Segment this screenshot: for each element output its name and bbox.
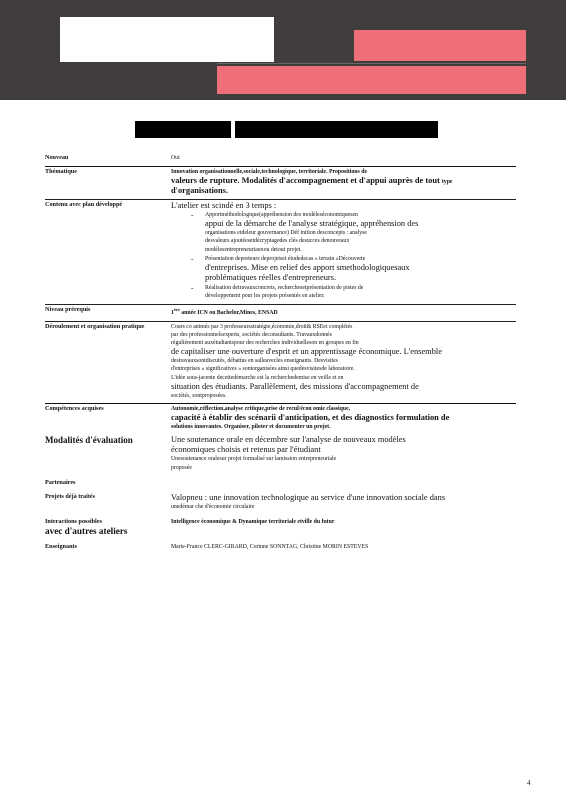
interactions-label-line: avec d'autres ateliers: [45, 526, 128, 537]
title-block: [354, 30, 526, 61]
contenu-line: problématiques réelles d'entrepreneurs.: [205, 273, 337, 283]
header-band: [0, 0, 566, 100]
value-partenaires: [171, 479, 516, 488]
value-thematique: [171, 168, 516, 196]
contenu-list: [171, 211, 516, 300]
competences-line: solutions innovantes. Organiser, piloter et documenter un projet.: [171, 424, 331, 431]
deroulement-line: sociétés, sontproposées.: [171, 392, 227, 399]
modalites-line: Unesoutenance oralesur projet formalisé sur lamission entrepreneuriale: [171, 456, 337, 463]
subtitle-band: [217, 66, 526, 94]
value-contenu: [171, 201, 516, 301]
row-niveau: [45, 304, 516, 320]
label-thematique: Thématique: [45, 167, 77, 175]
contenu-line: d'entreprises. Mise en relief des apport smethodologiquesaux: [205, 263, 410, 273]
value-projets: [171, 493, 516, 511]
label-projets: Projets déjà traités: [45, 493, 96, 501]
thematique-text: type: [441, 178, 453, 185]
contenu-intro: L'atelier est scindé en 3 temps :: [171, 201, 277, 210]
niveau-sup: ère: [173, 307, 180, 313]
niveau-text: 1: [171, 310, 174, 317]
value-competences: [171, 405, 516, 431]
workshop-table: [45, 153, 516, 554]
thematique-line: Innovation organisationnelle,sociale,technologique, territoriale. Propositions de: [171, 168, 368, 175]
projets-line: Valopneu : une innovation technologique au service d'une innovation sociale dans: [171, 493, 446, 503]
thematique-text: valeurs de rupture. Modalités d'accompagnement et d'appui auprès de tout: [171, 175, 440, 185]
label-partenaires: Partenaires: [45, 478, 76, 486]
value-deroulement: [171, 323, 516, 400]
label-niveau: Niveau prérequis: [45, 306, 91, 314]
list-item: [191, 284, 516, 300]
row-nouveau: [45, 153, 516, 166]
logo-placeholder: [60, 17, 274, 62]
row-competences: [45, 403, 516, 434]
label-enseignants: Enseignants: [45, 542, 77, 550]
deroulement-line: d'entreprises « significatives » sontorganisées ainsi quedesvisitesde laboratoire.: [171, 366, 355, 373]
list-item: [191, 211, 516, 254]
value-enseignants: Marie-France CLERC-GIRARD, Corinne SONNTAG, Christine MORIN ESTEVES: [171, 543, 369, 550]
thematique-line: [171, 176, 516, 186]
section-title-right: [235, 121, 438, 138]
label-contenu: Contenu avec plan développé: [45, 201, 123, 208]
deroulement-line: L'idée sous-jacente decettedémarche est la recherchedemise en veille et en: [171, 374, 344, 381]
modalites-line: Une soutenance orale en décembre sur l'analyse de nouveaux modèles: [171, 435, 406, 445]
modalites-line: économiques choisis et retenus par l'étudiant: [171, 445, 321, 455]
row-thematique: [45, 166, 516, 199]
deroulement-line: Cours co animés par 3 professeursstratégie,économie,droit& RSEet complétés: [171, 323, 353, 330]
value-nouveau: Oui: [171, 155, 180, 161]
contenu-line: - Réalisation detravauxconcrets, recherchesetprésentation de pistes de: [205, 285, 364, 292]
contenu-line: modèlesentrepreneuriauxou detout projet.: [205, 246, 302, 253]
section-title-left: [135, 121, 231, 138]
label-competences: Compétences acquises: [45, 404, 104, 412]
page-number: 4: [527, 779, 531, 787]
value-modalites: [171, 435, 516, 471]
deroulement-line: destravauxsontdiscutés, débattus en salleavecles enseignants. Desvisites: [171, 358, 338, 365]
label-nouveau: Nouveau: [45, 154, 69, 161]
contenu-line: organisations etdeleur gouvernance) Déf inition desconcepts : analyse: [205, 230, 367, 237]
contenu-line: développement pour les projets présentés en atelier.: [205, 293, 325, 300]
contenu-line: appui de la démarche de l'analyse stratégique, appréhension des: [205, 219, 419, 229]
deroulement-line: par des professionnelsexperts, sociétés deconsultants. Travauxdonnés: [171, 331, 332, 338]
list-item: [191, 255, 516, 283]
projets-line: unedémar che d'économie circulaire: [171, 504, 255, 511]
competences-line: capacité à établir des scénarii d'anticipation, et des diagnostics formulation de: [171, 413, 450, 423]
deroulement-line: de capitaliser une ouverture d'esprit et un apprentissage économique. L'ensemble: [171, 347, 442, 357]
row-deroulement: [45, 321, 516, 403]
value-interactions: Intelligence économique & Dynamique territoriale etville du futur: [171, 518, 335, 525]
row-contenu: [45, 199, 516, 304]
header-divider: [217, 63, 526, 64]
label-interactions: [45, 518, 171, 537]
modalites-line: proposée: [171, 464, 192, 471]
deroulement-line: régulièrement auxétudiantspour des recherches individuelleson en groupes en fin: [171, 339, 359, 346]
label-deroulement: Déroulement et organisation pratique: [45, 322, 145, 330]
contenu-line: - Apportméthodologique(appréhension des modèleséconomiquesen: [205, 212, 358, 218]
row-projets: [45, 490, 516, 514]
niveau-text: année ICN ou Bachelor,Mines, ENSAD: [179, 310, 278, 317]
interactions-label-line: Interactions possibles: [45, 517, 102, 525]
row-interactions: [45, 515, 516, 540]
contenu-line: desvaleurs ajoutéesetdécryptagedes clés desucces denouveaux: [205, 238, 350, 245]
thematique-line: d'organisations.: [171, 186, 229, 195]
row-enseignants: [45, 540, 516, 555]
contenu-line: - Présentation deporteurs deprojetset étudedecas « terrain »Découverte: [205, 255, 366, 262]
deroulement-line: situation des étudiants. Parallèlement, des missions d'accompagnement de: [171, 381, 419, 391]
label-modalites: Modalités d'évaluation: [45, 435, 133, 446]
competences-line: Autonomie,réflection,analyse critique,prise de recul/écon omie classique,: [171, 405, 351, 412]
value-niveau: [171, 306, 516, 317]
row-partenaires: [45, 475, 516, 491]
row-modalites: [45, 434, 516, 474]
